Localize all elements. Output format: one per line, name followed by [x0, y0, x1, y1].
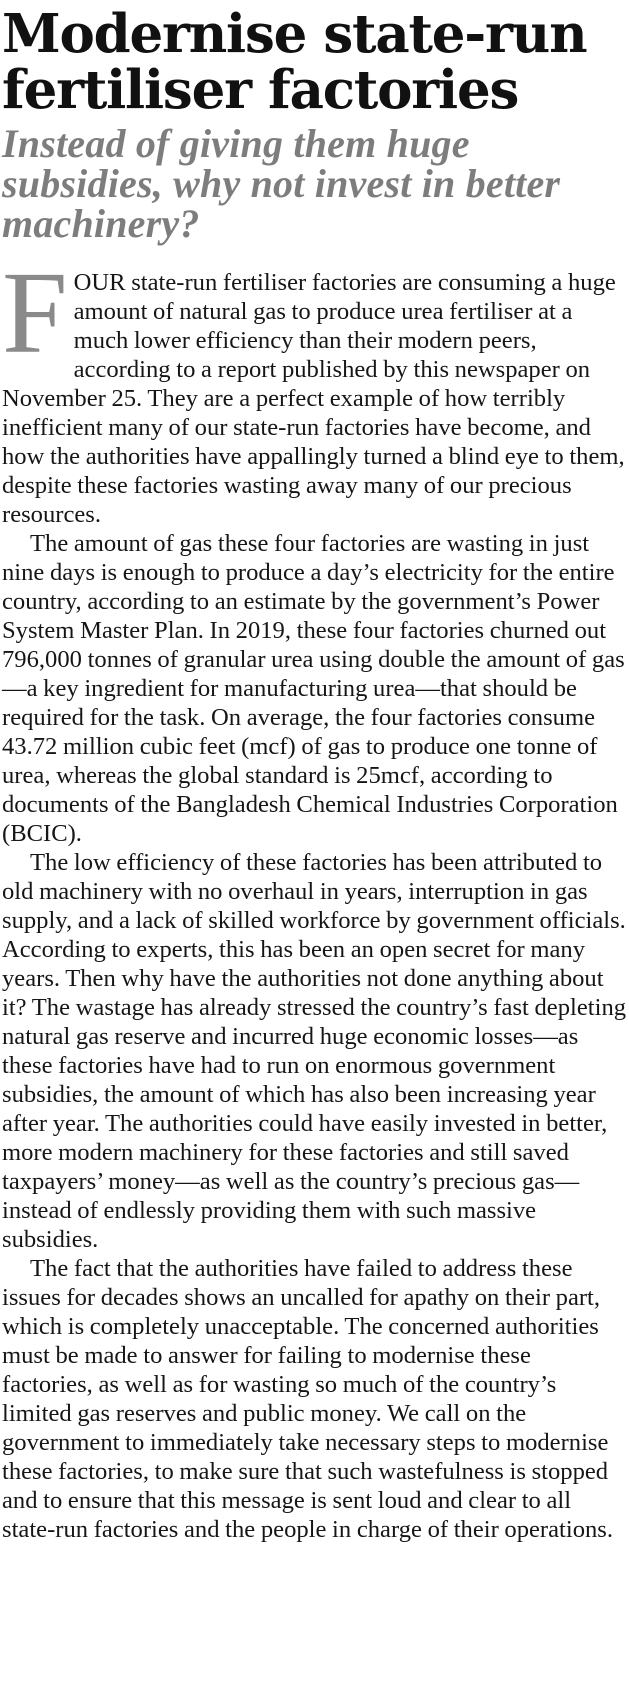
article-body	[2, 247, 627, 1544]
drop-cap: F	[2, 247, 68, 378]
paragraph-3: The low efficiency of these factories has been attributed to old machinery with no overhaul in years, interruption in gas supply, and a lack of skilled workforce by government officials. According to experts, this has been an open secret for many years. Then why have the authorities not done anything about it? The wastage has already stressed the country’s fast depleting natural gas reserve and incurred huge economic losses—as these factories have had to run on enormous government subsidies, the amount of which has also been increasing year after year. The authorities could have easily invested in better, more modern machinery for these factories and still saved taxpayers’ money—as well as the country’s precious gas—instead of endlessly providing them with such massive subsidies.	[2, 849, 627, 1253]
paragraph-4: The fact that the authorities have failed to address these issues for decades shows an uncalled for apathy on their part, which is completely unacceptable. The concerned authorities must be made to answer for failing to modernise these factories, as well as for wasting so much of the country’s limited gas reserves and public money. We call on the government to immediately take necessary steps to modernise these factories, to make sure that such wastefulness is stopped and to ensure that this message is sent loud and clear to all state-run factories and the people in charge of their operations.	[2, 1255, 614, 1543]
headline: Modernise state-run fertiliser factories	[2, 3, 587, 121]
paragraph-1-text: OUR state-run fertiliser factories are consuming a huge amount of natural gas to produce urea fertiliser at a much lower efficiency than their modern peers, according to a report published by this newspaper on November 25. They are a perfect example of how terribly inefficient many of our state-run factories have become, and how the authorities have appallingly turned a blind eye to them, despite these factories wasting away many of our precious resources.	[2, 269, 625, 528]
paragraph-2: The amount of gas these four factories are wasting in just nine days is enough to produce a day’s electricity for the entire country, according to an estimate by the government’s Power System Master Plan. In 2019, these four factories churned out 796,000 tonnes of granular urea using double the amount of gas—a key ingredient for manufacturing urea—that should be required for the task. On average, the four factories consume 43.72 million cubic feet (mcf) of gas to produce one tonne of urea, whereas the global standard is 25mcf, according to documents of the Bangladesh Chemical Industries Corporation (BCIC).	[2, 530, 625, 847]
subheadline: Instead of giving them huge subsidies, why not invest in better machinery?	[2, 121, 561, 246]
paragraph-1	[2, 247, 627, 529]
